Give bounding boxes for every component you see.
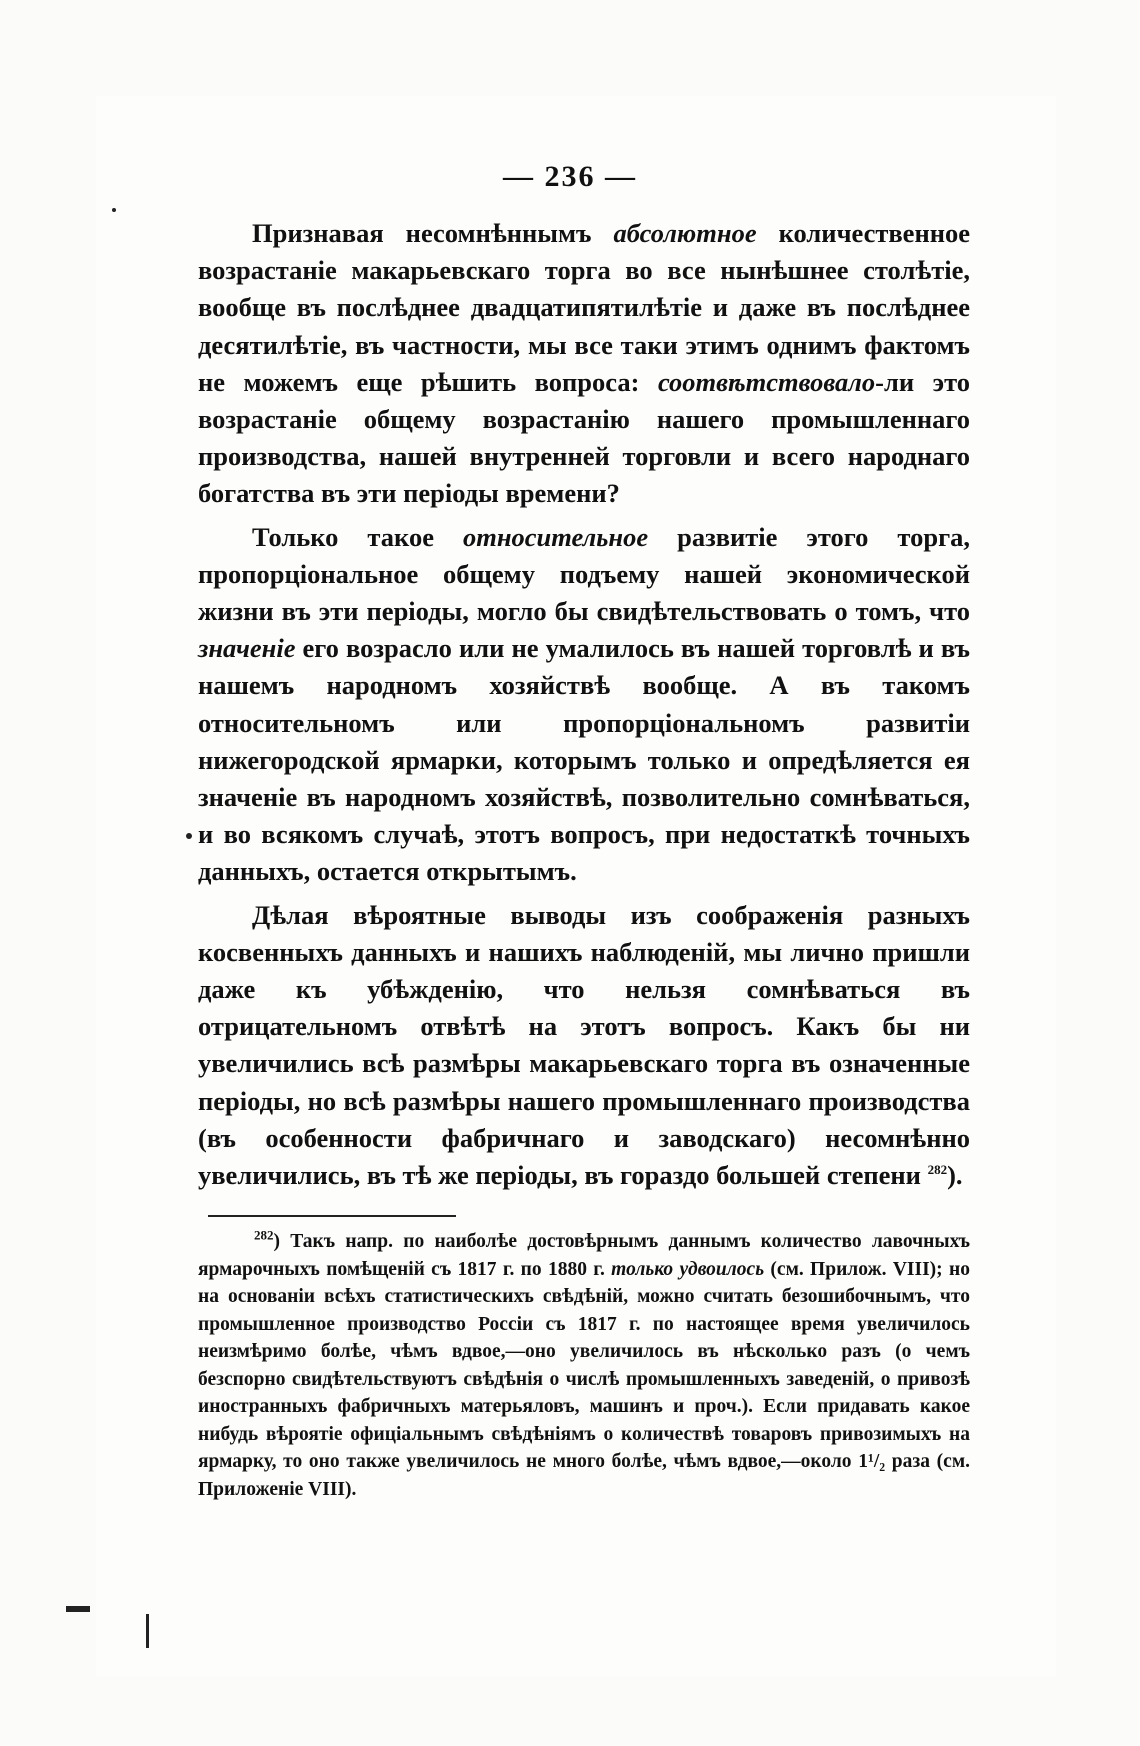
- footnote-text: [198, 1228, 970, 1503]
- emphasis: абсолютное: [613, 218, 757, 248]
- text-run: Дѣлая вѣроятные выводы изъ соображенія разныхъ косвенныхъ данныхъ и нашихъ наблюденій, мы лично пришли даже къ убѣжденію, что нельзя сомнѣваться въ отрицательномъ отвѣтѣ на этотъ вопросъ. Какъ бы ни увеличились всѣ размѣры макарьевскаго торга въ означенные періоды, но всѣ размѣры нашего промышленнаго производства (въ особенности фабричнаго и заводскаго) несомнѣнно увеличились, въ тѣ же періоды, въ гораздо большей степени: [198, 899, 970, 1191]
- emphasis: значеніе: [198, 633, 296, 664]
- paragraph-3: [198, 897, 970, 1195]
- text-run: количественное возрастаніе макарьевскаго торга во все нынѣшнее столѣтіе, вообще въ послѣднее двадцатипятилѣтіе и даже въ послѣднее десятилѣтіе, въ частности, мы все таки этимъ однимъ фактомъ не можемъ еще рѣшить вопроса:: [198, 218, 970, 397]
- text-run: -ли это возрастаніе общему возрастанію нашего промышленнаго производства, нашей внутренней торговли и всего народнаго богатства въ эти періоды времени?: [198, 366, 970, 509]
- main-text: [198, 215, 970, 1200]
- text-run: (см. Прилож. VIII); но на основаніи всѣхъ статистическихъ свѣдѣній, можно считать безошибочнымъ, что промышленное производство Россіи съ 1817 г. по настоящее время увеличилось неизмѣримо болѣе, чѣмъ вдвое,—оно увеличилось въ нѣсколько разъ (о чемъ безспорно свидѣтельствуютъ свѣдѣнія о числѣ промышленныхъ заведеній, о привозѣ иностранныхъ фабричныхъ матерьяловъ, машинъ и проч.). Если придавать какое нибудь вѣроятіе офиціальнымъ свѣдѣніямъ о количествѣ товаровъ привозимыхъ на ярмарку, то оно также увеличилось не много болѣе, чѣмъ вдвое,—около: [198, 1258, 970, 1472]
- emphasis: соотвѣтствовало: [657, 366, 876, 397]
- footnote: [198, 1228, 970, 1503]
- margin-dot: [186, 833, 192, 839]
- scan-speck: [146, 1614, 149, 1648]
- paragraph-1: [198, 215, 970, 513]
- fraction: 1¹/₂: [858, 1451, 886, 1472]
- text-run: раза (см. Приложеніе VIII).: [198, 1451, 970, 1500]
- footnote-number: 282: [254, 1227, 274, 1243]
- text-run: Признавая несомнѣннымъ: [252, 218, 614, 248]
- paragraph-2: [198, 519, 970, 891]
- emphasis: только удвоилось: [611, 1258, 765, 1280]
- text-run: его возрасло или не умалилось въ нашей торговлѣ и въ нашемъ народномъ хозяйствѣ вообще. А въ такомъ относительномъ или пропорціональномъ развитіи нижегородской ярмарки, которымъ только и опредѣляется ея значеніе въ народномъ хозяйствѣ, позволительно сомнѣваться, и во всякомъ случаѣ, этотъ вопросъ, при недостаткѣ точныхъ данныхъ, остается открытымъ.: [198, 633, 970, 887]
- text-run: Только такое: [252, 521, 463, 552]
- scan-speck: [66, 1606, 90, 1612]
- footnote-reference: 282: [927, 1162, 948, 1178]
- text-run: ) Такъ напр. по наиболѣе достовѣрнымъ даннымъ количество лавочныхъ ярмарочныхъ помѣщеній съ 1817 г. по 1880 г.: [198, 1231, 970, 1280]
- emphasis: относительное: [462, 521, 649, 552]
- text-run: развитіе этого торга, пропорціональное общему подъему нашей экономической жизни въ эти періоды, могло бы свидѣтельствовать о томъ, что: [198, 521, 970, 627]
- footnote-divider: [208, 1215, 456, 1217]
- text-run: ).: [947, 1160, 963, 1191]
- page-number: — 236 —: [503, 160, 637, 193]
- scan-speck: [112, 208, 116, 212]
